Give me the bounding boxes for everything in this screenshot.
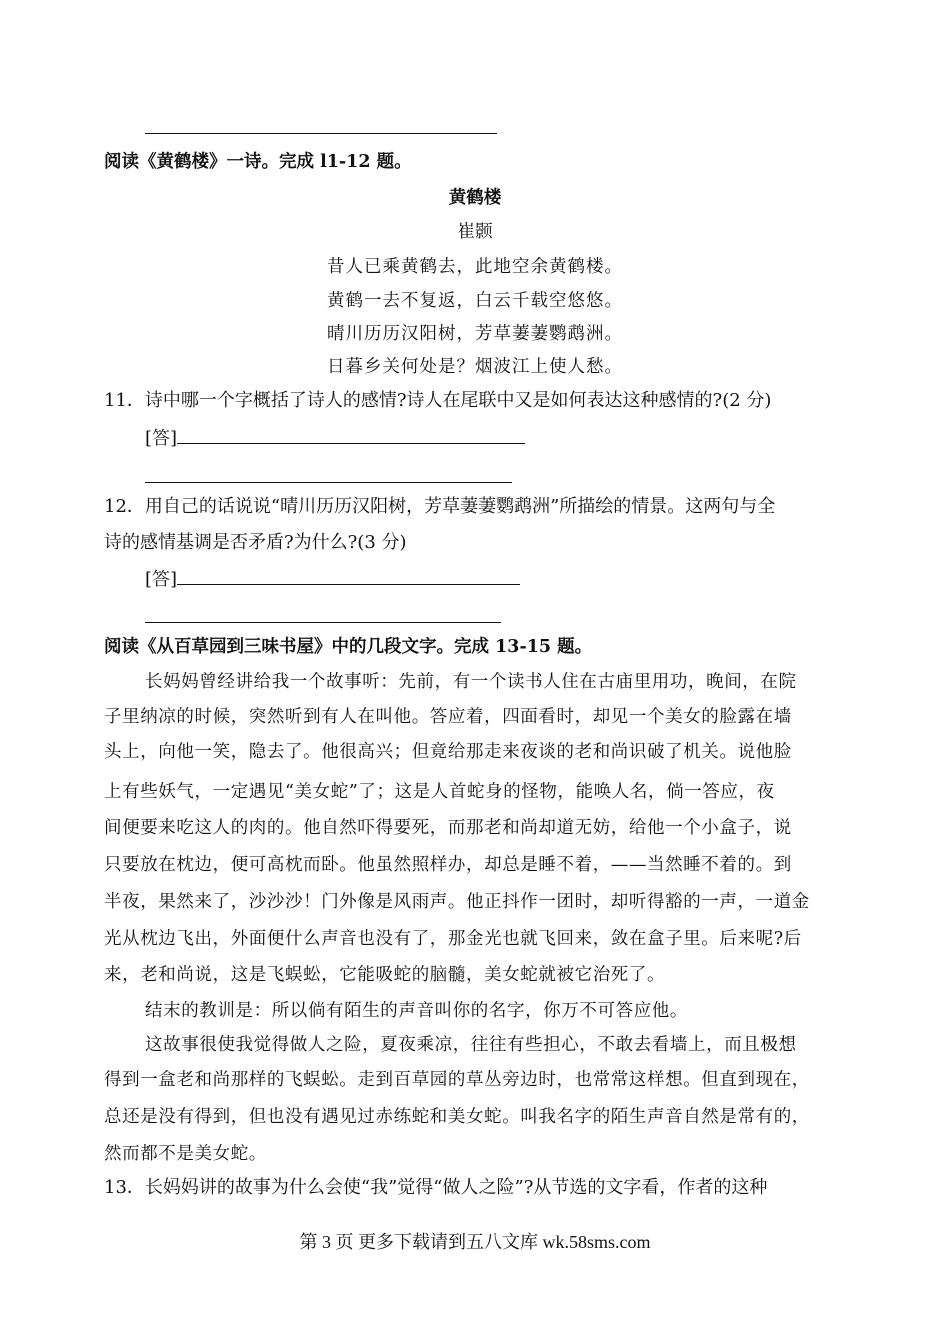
question-13: 13．长妈妈讲的故事为什么会使“我”觉得“做人之险”?从节选的文字看，作者的这种 [104,1177,768,1198]
passage-line: 光从枕边飞出，外面便什么声音也没有了，那金光也就飞回来，敛在盒子里。后来呢?后 [104,929,802,949]
passage-line: 子里纳凉的时候，突然听到有人在叫他。答应着，四面看时，却见一个美女的脸露在墙 [104,707,792,727]
poem-line-2: 黄鹤一去不复返，白云千载空悠悠。 [327,291,623,311]
question-12-line-2: 诗的感情基调是否矛盾?为什么?(3 分) [104,532,407,553]
passage-line: 得到一盒老和尚那样的飞蜈蚣。走到百草园的草丛旁边时，也常常这样想。但直到现在， [104,1070,810,1090]
passage-line: 这故事很使我觉得做人之险，夏夜乘凉，往往有些担心，不敢去看墙上，而且极想 [145,1035,797,1055]
passage-line: 总还是没有得到，但也没有遇见过赤练蛇和美女蛇。叫我名字的陌生声音自然是常有的， [104,1107,810,1127]
section-heading-poem: 阅读《黄鹤楼》一诗。完成 l1-12 题。 [104,152,412,172]
poem-title: 黄鹤楼 [448,188,502,208]
passage-line: 半夜，果然来了，沙沙沙！门外像是风雨声。他正抖作一团时，却听得豁的一声，一道金 [104,892,810,912]
answer-label: [答] [145,428,178,449]
section-heading-passage: 阅读《从百草园到三味书屋》中的几段文字。完成 13-15 题。 [104,637,593,657]
answer-line[interactable] [177,427,525,444]
question-11: 11．诗中哪一个字概括了诗人的感情?诗人在尾联中又是如何表达这种感情的?(2 分) [104,390,772,411]
poem-line-3: 晴川历历汉阳树，芳草萋萋鹦鹉洲。 [327,324,623,344]
page-footer: 第 3 页 更多下载请到五八文库 wk.58sms.com [299,1232,651,1252]
question-12-answer [145,568,520,590]
poem-line-4: 日暮乡关何处是？烟波江上使人愁。 [327,357,623,377]
passage-line: 间便要来吃这人的肉的。他自然吓得要死，而那老和尚却道无妨，给他一个小盒子，说 [104,818,792,838]
answer-line[interactable] [145,622,501,623]
question-12-line-1: 12．用自己的话说说“晴川历历汉阳树，芳草萋萋鹦鹉洲”所描绘的情景。这两句与全 [104,496,776,517]
answer-line[interactable] [145,482,512,483]
passage-line: 结末的教训是：所以倘有陌生的声音叫你的名字，你万不可答应他。 [145,1001,688,1021]
passage-line: 只要放在枕边，便可高枕而卧。他虽然照样办，却总是睡不着，——当然睡不着的。到 [104,855,792,875]
passage-line: 然而都不是美女蛇。 [104,1144,267,1164]
passage-line: 来，老和尚说，这是飞蜈蚣，它能吸蛇的脑髓，美女蛇就被它治死了。 [104,965,666,985]
poem-line-1: 昔人已乘黄鹤去，此地空余黄鹤楼。 [327,257,623,277]
top-answer-line [145,133,497,134]
passage-line: 头上，向他一笑，隐去了。他很高兴；但竟给那走来夜谈的老和尚识破了机关。说他脸 [104,742,792,762]
question-11-answer [145,427,525,449]
poem-author: 崔颢 [457,222,493,242]
answer-label: [答] [145,569,178,590]
passage-line: 长妈妈曾经讲给我一个故事听：先前，有一个读书人住在古庙里用功，晚间，在院 [145,672,797,692]
passage-line: 上有些妖气，一定遇见“美女蛇”了；这是人首蛇身的怪物，能唤人名，倘一答应，夜 [104,782,775,802]
answer-line[interactable] [177,568,520,585]
